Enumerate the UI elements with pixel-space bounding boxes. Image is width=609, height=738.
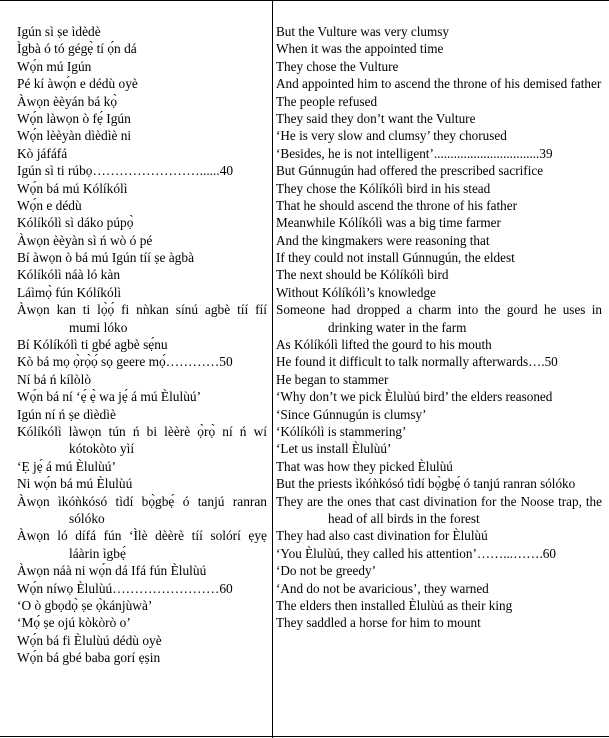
yoruba-line: Kò jáfáfá: [17, 145, 68, 161]
yoruba-line: Àwọn náà ni wọ́n dá Ifá fún Èlulùú: [17, 563, 207, 579]
yoruba-line: Ní bá ń kílòlò: [17, 371, 92, 387]
english-line: As Kólíkólì lifted the gourd to his mouth: [276, 337, 492, 353]
english-line: They chose the Kólíkólì bird in his stead: [276, 180, 491, 196]
yoruba-line: Bí àwọn ò bá mú Igún tíí ṣe àgbà: [17, 250, 195, 266]
english-line: They chose the Vulture: [276, 58, 399, 74]
english-line: ‘Do not be greedy’: [276, 563, 376, 579]
english-line: ‘You Èlulùú, they called his attention’……...…….60: [276, 545, 556, 561]
column-divider: [272, 1, 273, 738]
english-line: He began to stammer: [276, 371, 389, 387]
yoruba-line: Igún ní ń ṣe dìèdìè: [17, 406, 116, 422]
english-line: And appointed him to ascend the throne of his demised father: [276, 76, 602, 92]
yoruba-line: Kólíkólì náà ló kàn: [17, 267, 121, 283]
yoruba-line: Wọ́n bá ní ‘ẹ́ ẹ̀ wa jẹ́ á mú Èlulùú’: [17, 389, 202, 405]
yoruba-line: Kólíkólì sì dáko púpọ̀: [17, 215, 134, 231]
yoruba-line: Bí Kólíkólì ti gbé agbè sẹ́nu: [17, 337, 168, 353]
yoruba-line: Àwọn èèyán bá kọ̀: [17, 93, 118, 109]
english-line: Meanwhile Kólíkólì was a big time farmer: [276, 215, 501, 231]
yoruba-line: Wọ́n e dédù: [17, 197, 82, 213]
english-line: But the Vulture was very clumsy: [276, 24, 449, 39]
yoruba-line: Àwọn ìkóǹkósó tìdí bọ̀gbẹ́ ó tanjú ranran sólóko: [17, 493, 267, 527]
english-line: But the priests ìkóǹkósó tìdí bọ̀gbẹ́ ó tanjú ranran sólóko: [276, 476, 576, 492]
yoruba-line: Igún sì ti rúbọ……………………......40: [17, 163, 234, 179]
yoruba-line: Wọ́n bá fi Èlulùú dédù oyè: [17, 632, 162, 648]
yoruba-line: ‘Ẹ jẹ́ á mú Èlulùú’: [17, 458, 116, 474]
yoruba-line: Pé kí àwọ́n e dédù oyè: [17, 76, 138, 92]
yoruba-line: Wọ́n bá gbé baba gorí ẹṣin: [17, 650, 161, 666]
english-line: He found it difficult to talk normally afterwards….50: [276, 354, 558, 370]
english-line: That he should ascend the throne of his father: [276, 197, 517, 213]
english-line: ‘And do not be avaricious’, they warned: [276, 580, 489, 596]
yoruba-line: Wọ́n bá mú Kólíkólì: [17, 180, 128, 196]
yoruba-line: Kò bá mọ ọ̀rọ̀ọ́ sọ geere mọ́…………50: [17, 354, 233, 370]
english-line: They said they don’t want the Vulture: [276, 110, 476, 126]
english-line: ‘Since Gúnnugún is clumsy’: [276, 406, 427, 422]
yoruba-line: ‘Mọ́ ṣe ojú kòkòrò o’: [17, 615, 131, 631]
english-line: They are the ones that cast divination for the Noose trap, the head of all birds in the forest: [276, 493, 602, 527]
english-line: That was how they picked Èlulùú: [276, 458, 453, 474]
english-line: They saddled a horse for him to mount: [276, 615, 481, 631]
english-line: Without Kólíkólì’s knowledge: [276, 284, 436, 300]
english-line: But Gúnnugún had offered the prescribed sacrifice: [276, 163, 544, 179]
yoruba-line: Ni wọ́n bá mú Èlulùú: [17, 476, 133, 492]
yoruba-line: Wọ́n làwọn ò fẹ́ Igún: [17, 110, 131, 126]
yoruba-line: ‘O ò gbọdọ̀ ṣe ọ̀kánjùwà’: [17, 598, 153, 614]
english-line: The next should be Kólíkólì bird: [276, 267, 449, 283]
yoruba-line: Láìmọ̀ fún Kólíkólì: [17, 284, 122, 300]
yoruba-line: Igún sì ṣe ìdèdè: [17, 24, 101, 39]
yoruba-line: Wọ́n níwọ Èlulùú……………………60: [17, 580, 233, 596]
english-line: ‘Let us install Èlulùú’: [276, 441, 392, 457]
english-line: And the kingmakers were reasoning that: [276, 232, 490, 248]
yoruba-line: Àwọn ló dífá fún ‘Ìlè dèèrè tíí solórí ẹyẹ láàrin ìgbẹ́: [17, 528, 267, 561]
english-line: ‘Kólíkólì is stammering’: [276, 424, 407, 440]
yoruba-text-column: [17, 23, 267, 667]
english-line: The elders then installed Èlulùú as their king: [276, 597, 513, 613]
yoruba-line: Ìgbà ó tó gégẹ̀ tí ọ́n dá: [17, 41, 137, 57]
english-line: The people refused: [276, 93, 378, 109]
yoruba-line: Àwọn kan ti lọ̀ọ́ fi nǹkan sínú agbè tíí fíí mumi lóko: [17, 302, 267, 335]
english-line: If they could not install Gúnnugún, the eldest: [276, 250, 515, 266]
yoruba-line: Wọ́n lèèyàn dìèdìè ni: [17, 128, 132, 144]
english-line: ‘Besides, he is not intelligent’................................39: [276, 145, 553, 161]
english-line: Someone had dropped a charm into the gourd he uses in drinking water in the farm: [276, 302, 602, 335]
english-translation-column: [276, 23, 602, 632]
yoruba-line: Kólíkólì làwọn tún ń bi lèèrè ọ̀rọ̀ ní ń wí kótokòto yìí: [17, 424, 267, 457]
english-line: They had also cast divination for Èlulùú: [276, 528, 488, 544]
english-line: When it was the appointed time: [276, 41, 444, 57]
yoruba-line: Àwọn èèyàn sì ń wò ó pé: [17, 232, 153, 248]
english-line: ‘Why don’t we pick Èlulùú bird’ the elders reasoned: [276, 389, 553, 405]
english-line: ‘He is very slow and clumsy’ they chorused: [276, 128, 507, 144]
yoruba-line: Wọ́n mú Igún: [17, 58, 92, 74]
